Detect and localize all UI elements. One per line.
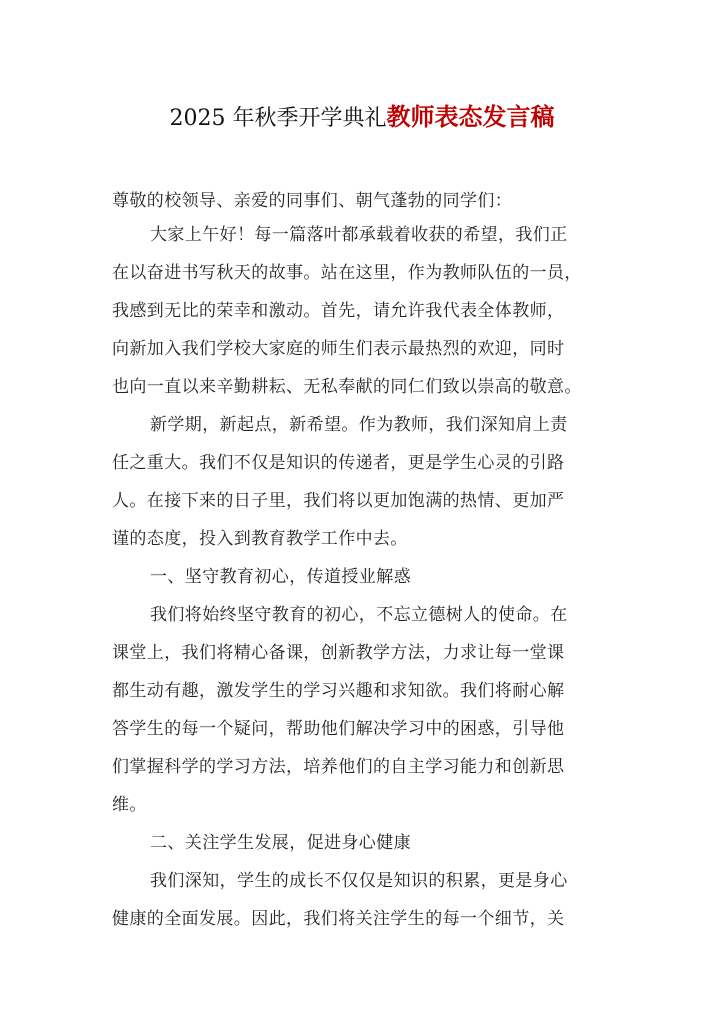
paragraph-line: 课堂上，我们将精心备课，创新教学方法，力求让每一堂课 xyxy=(112,643,565,663)
paragraph-line: 健康的全面发展。因此，我们将关注学生的每一个细节，关 xyxy=(112,909,565,929)
paragraph-line: 我感到无比的荣幸和激动。首先，请允许我代表全体教师， xyxy=(112,301,565,321)
title-prefix: 2025 年秋季开学典礼 xyxy=(169,106,387,131)
paragraph-line: 向新加入我们学校大家庭的师生们表示最热烈的欢迎，同时 xyxy=(112,339,565,359)
paragraph-line: 都生动有趣，激发学生的学习兴趣和求知欲。我们将耐心解 xyxy=(112,681,565,701)
paragraph-line: 大家上午好！每一篇落叶都承载着收获的希望，我们正 xyxy=(150,225,568,245)
paragraph-line: 我们深知，学生的成长不仅仅是知识的积累，更是身心 xyxy=(150,871,568,891)
paragraph-line: 们掌握科学的学习方法，培养他们的自主学习能力和创新思 xyxy=(112,757,565,777)
paragraph-line: 谨的态度，投入到教育教学工作中去。 xyxy=(112,529,408,549)
paragraph-line: 维。 xyxy=(112,795,147,815)
document-title xyxy=(0,100,724,136)
section-heading: 二、关注学生发展，促进身心健康 xyxy=(150,833,411,853)
salutation: 尊敬的校领导、亲爱的同事们、朝气蓬勃的同学们： xyxy=(112,191,513,211)
section-heading: 一、坚守教育初心，传道授业解惑 xyxy=(150,567,411,587)
title-highlight: 教师表态发言稿 xyxy=(386,103,555,131)
paragraph-line: 任之重大。我们不仅是知识的传递者，更是学生心灵的引路 xyxy=(112,453,565,473)
paragraph-line: 在以奋进书写秋天的故事。站在这里，作为教师队伍的一员， xyxy=(112,263,582,283)
paragraph-line: 新学期，新起点，新希望。作为教师，我们深知肩上责 xyxy=(150,415,568,435)
paragraph-line: 也向一直以来辛勤耕耘、无私奉献的同仁们致以崇高的敬意。 xyxy=(112,377,582,397)
document-body xyxy=(112,186,612,938)
paragraph-line: 人。在接下来的日子里，我们将以更加饱满的热情、更加严 xyxy=(112,491,565,511)
paragraph-line: 答学生的每一个疑问，帮助他们解决学习中的困惑，引导他 xyxy=(112,719,565,739)
paragraph-line: 我们将始终坚守教育的初心，不忘立德树人的使命。在 xyxy=(150,605,568,625)
